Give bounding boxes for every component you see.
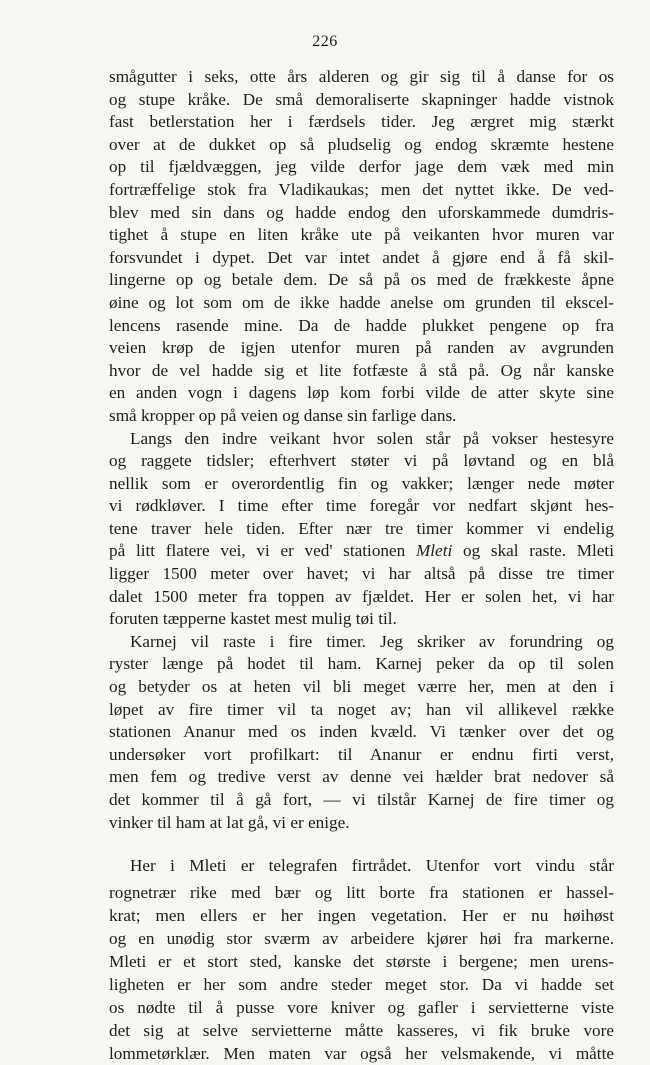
text-line: og betyder os at heten vil bli meget værre her, men at den i (109, 677, 614, 697)
text-line: undersøker vort profilkart: til Ananur er endnu firti verst, (109, 744, 614, 764)
text-line: en anden vogn i dagens løp kom forbi vilde de atter skyte sine (109, 383, 614, 403)
text-line: Langs den indre veikant hvor solen står på vokser hestesyre (130, 428, 614, 448)
text-line: dalet 1500 meter fra toppen av fjældet. Her er solen het, vi har (109, 586, 614, 606)
text-line: forsvundet i dypet. Det var intet andet å gjøre end å få skil- (109, 247, 614, 267)
text-line: lommetørklær. Men maten var også her velsmakende, vi måtte (109, 1044, 614, 1064)
text-line: ryster længe på hodet til ham. Karnej peker da op til solen (109, 654, 614, 674)
paragraph (109, 66, 614, 428)
text-line: løpet av fire timer vil ta noget av; han vil allikevel række (109, 699, 614, 719)
text-line: øine og lot som om de ikke hadde anelse om grunden til ekscel- (109, 292, 614, 312)
text-line: lencens rasende mine. Da de hadde plukket pengene op fra (109, 315, 614, 335)
text-line: hvor de vel hadde sig et lite fotfæste å stå på. Og når kanske (109, 360, 614, 380)
text-line: det sig at selve servietterne måtte kasseres, vi fik bruke vore (109, 1021, 614, 1041)
text-line: tene traver hele tiden. Efter nær tre timer kommer vi endelig (109, 518, 614, 538)
text-line: Mleti er et stort sted, kanske det største i bergene; men urens- (109, 952, 614, 972)
section-break (109, 834, 614, 854)
text-line: det kommer til å gå fort, — vi tilstår Karnej de fire timer og (109, 790, 614, 809)
text-line: små kropper op på veien og danse sin farlige dans. (109, 405, 457, 425)
text-line: og raggete tidsler; efterhvert støter vi på løvtand og en blå (109, 451, 614, 471)
text-line: veien krøp de igjen utenfor muren på randen av avgrunden (109, 338, 614, 358)
text-line: og stupe kråke. De små demoraliserte skapninger hadde vistnok (109, 89, 614, 109)
text-line: ligger 1500 meter over havet; vi har altså på disse tre timer (109, 564, 614, 584)
text-line: vinker til ham at lat gå, vi er enige. (109, 812, 350, 832)
text-line: smågutter i seks, otte års alderen og gir sig til å danse for os (109, 67, 614, 86)
text-line: blev med sin dans og hadde endog den uforskammede dumdris- (109, 202, 614, 222)
text-line: op til fjældvæggen, jeg vilde derfor jage dem væk med min (109, 157, 614, 177)
text-line: lingerne op og betale dem. De så på os med de frækkeste åpne (109, 270, 614, 290)
text-line: krat; men ellers er her ingen vegetation. Her er nu høihøst (109, 906, 614, 926)
text-line: Her i Mleti er telegrafen firtrådet. Utenfor vort vindu står (130, 856, 614, 876)
text-line: foruten tæpperne kastet mest mulig tøi til. (109, 609, 397, 629)
paragraph (109, 631, 614, 834)
text-line: fortræffelige stok fra Vladikaukas; men det nyttet ikke. De ved- (109, 179, 614, 199)
paragraph (109, 854, 614, 1065)
text-line: stationen Ananur med os inden kvæld. Vi tænker over det og (109, 722, 614, 742)
text-line: på litt flatere vei, vi er ved' stationen Mleti og skal raste. Mleti (109, 541, 614, 561)
text-line: ligheten er her som andre steder meget stor. Da vi hadde set (109, 975, 614, 995)
text-line: tighet å stupe en liten kråke ute på veikanten hvor muren var (109, 225, 614, 245)
text-line: fast betlerstation her i færdsels tider. Jeg ærgret mig stærkt (109, 112, 614, 132)
text-line: og en unødig stor sværm av arbeidere kjører høi fra markerne. (109, 929, 614, 949)
text-line: men fem og tredive verst av denne vei hælder brat nedover så (109, 767, 614, 787)
text-line: Karnej vil raste i fire timer. Jeg skriker av forundring og (130, 631, 614, 651)
text-line: vi rødkløver. I time efter time foregår vor nedfart skjønt hes- (109, 496, 614, 516)
paragraph (109, 428, 614, 631)
text-line: rognetrær rike med bær og litt borte fra stationen er hassel- (109, 883, 614, 903)
text-line: nellik som er overordentlig fin og vakker; længer nede møter (109, 473, 614, 493)
body-text (109, 66, 614, 1065)
text-line: over at de dukket op så pludselig og endog skræmte hestene (109, 134, 614, 154)
text-line: os nødte til å pusse vore kniver og gafler i servietterne viste (109, 998, 614, 1018)
page-number: 226 (312, 33, 338, 50)
